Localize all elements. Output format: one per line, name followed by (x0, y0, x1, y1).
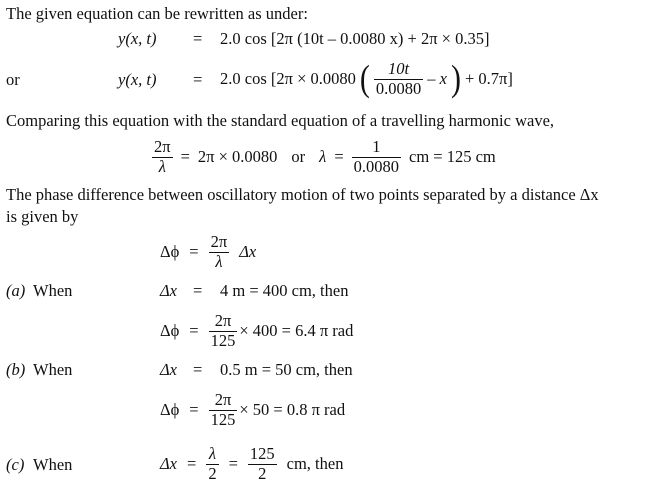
phase-line-2: is given by (6, 207, 79, 226)
eq2-frac-den: 0.0080 (375, 78, 422, 98)
part-b-den: 125 (210, 409, 236, 429)
part-b-num: 2π (214, 389, 232, 409)
intro-text: The given equation can be rewritten as under: (6, 4, 308, 23)
eq2-minus-x: – x (427, 68, 447, 88)
part-c-equals-2: = (228, 453, 238, 473)
part-a-tail: × 400 = 6.4 π rad (239, 320, 354, 340)
part-c-equals: = (187, 453, 197, 473)
part-a-equals-2: = (189, 320, 199, 340)
part-c-dx: Δx (160, 453, 178, 473)
eq2-rhs-a: 2.0 cos [2π × 0.0080 (220, 68, 356, 88)
part-c-den: 2 (208, 463, 217, 483)
part-a-when: When (33, 281, 73, 300)
eq3-lambda: λ (319, 146, 327, 166)
part-a-dx: Δx (160, 281, 178, 300)
part-a-label: (a) (6, 281, 26, 300)
eq2-equals: = (193, 70, 203, 89)
eq4-tail: Δx (239, 241, 257, 261)
eq4-lhs: Δϕ (160, 241, 180, 261)
part-b-equals: = (193, 360, 203, 379)
part-b-dx: Δx (160, 360, 178, 379)
eq2-lhs: y(x, t) (118, 70, 157, 89)
eq2-or: or (6, 70, 20, 89)
eq4-num: 2π (210, 231, 228, 251)
part-a-lhs: Δϕ (160, 320, 180, 340)
part-c-num2: 125 (249, 443, 275, 463)
eq3-equals-b: = (334, 146, 344, 166)
eq4-den: λ (209, 252, 230, 272)
eq3-num: 2π (154, 136, 171, 156)
eq3-tail: cm = 125 cm (409, 146, 496, 166)
eq2-rhs (220, 59, 513, 99)
part-b-equals-2: = (189, 399, 199, 419)
part-a-value: 4 m = 400 cm, then (220, 281, 349, 300)
eq3-den2: 0.0080 (353, 156, 400, 176)
part-b-tail: × 50 = 0.8 π rad (239, 399, 346, 419)
phase-line-1: The phase difference between oscillatory motion of two points separated by a distance Δx (6, 185, 599, 204)
part-c-when: When (33, 455, 73, 474)
part-a-num: 2π (214, 310, 232, 330)
eq4 (160, 232, 256, 272)
part-a-eq (160, 311, 353, 351)
compare-text: Comparing this equation with the standard equation of a travelling harmonic wave, (6, 111, 555, 130)
part-b-when: When (33, 360, 73, 379)
eq2-rhs-b: + 0.7π] (464, 68, 513, 88)
eq3-equals-a: = (180, 146, 190, 166)
eq2-paren-close: ) (450, 57, 461, 99)
part-b-fraction (209, 391, 238, 430)
eq4-fraction (209, 233, 230, 272)
eq2-fraction (374, 60, 423, 99)
part-c-fraction-a (206, 445, 218, 484)
part-a-equals: = (193, 281, 203, 300)
eq3-fraction-b (352, 138, 401, 177)
part-c-tail: cm, then (286, 453, 344, 473)
eq3 (152, 137, 496, 177)
part-b-lhs: Δϕ (160, 399, 180, 419)
eq2-paren-open: ( (359, 57, 370, 99)
part-c-num: λ (208, 443, 217, 463)
part-a-den: 125 (210, 330, 236, 350)
eq3-mid: 2π × 0.0080 (197, 146, 278, 166)
part-b-eq (160, 390, 345, 430)
eq1-lhs: y(x, t) (118, 29, 157, 48)
eq2-frac-num: 10t (388, 58, 410, 78)
part-b-label: (b) (6, 360, 26, 379)
eq4-equals: = (189, 241, 199, 261)
part-a-fraction (209, 312, 238, 351)
eq3-den: λ (152, 157, 173, 177)
part-c-den2: 2 (248, 464, 277, 484)
eq1-equals: = (193, 29, 203, 48)
eq3-fraction-a (152, 138, 173, 177)
eq1-rhs: 2.0 cos [2π (10t – 0.0080 x) + 2π × 0.35] (220, 29, 490, 48)
eq3-num2: 1 (372, 136, 381, 156)
part-c-label: (c) (6, 455, 25, 474)
part-c-eq (160, 444, 343, 484)
part-c-fraction-b (248, 445, 277, 484)
eq3-or: or (291, 146, 306, 166)
part-b-value: 0.5 m = 50 cm, then (220, 360, 353, 379)
